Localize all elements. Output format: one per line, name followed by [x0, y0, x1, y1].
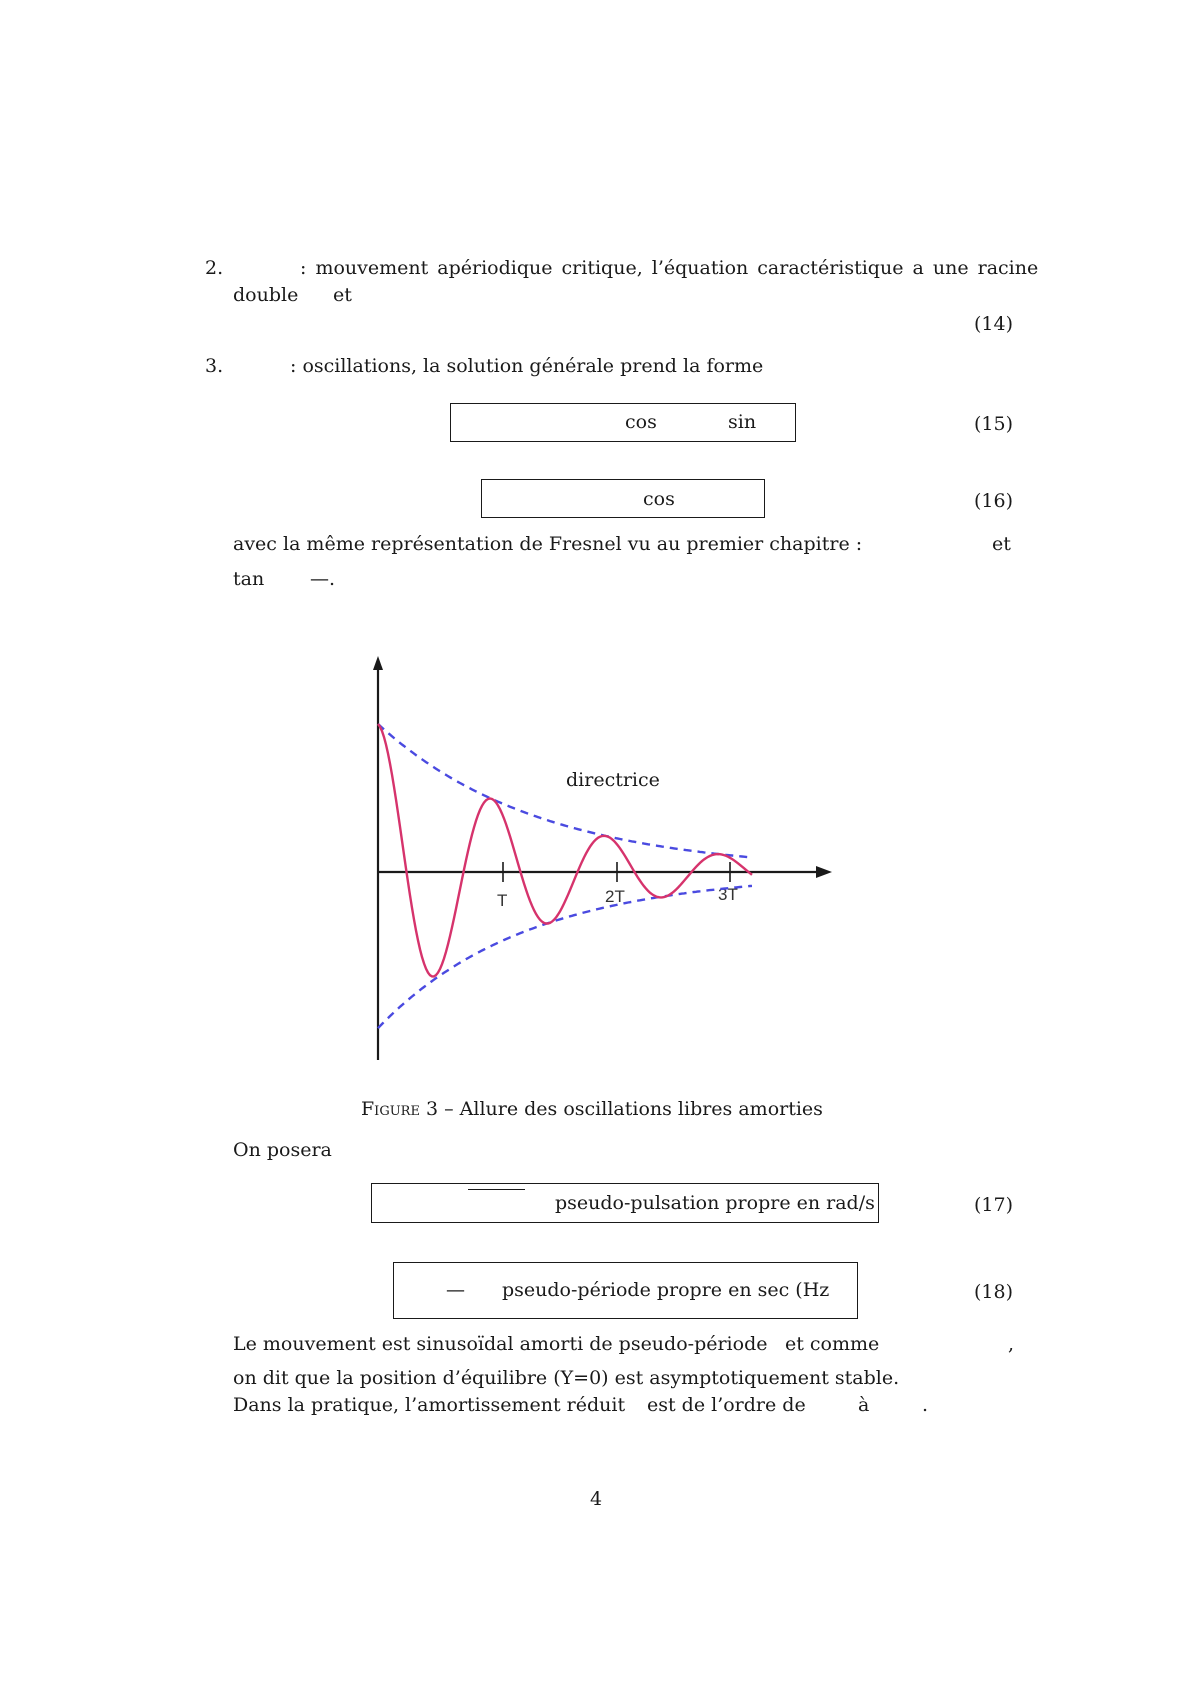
item-number: 3. — [205, 355, 224, 377]
item-text: : oscillations, la solution générale prend la forme — [290, 355, 764, 377]
x-axis-arrow — [816, 866, 832, 878]
item-text-et: et — [333, 284, 352, 306]
lower-envelope — [378, 886, 752, 1028]
paragraph-text: est de l’ordre de — [647, 1394, 806, 1416]
equation-number: (17) — [973, 1194, 1013, 1216]
upper-envelope — [378, 724, 752, 857]
equation-dash: — — [446, 1279, 465, 1301]
equation-text: pseudo-période propre en sec (Hz — [502, 1279, 830, 1301]
caption-text: Allure des oscillations libres amorties — [459, 1098, 823, 1120]
paragraph-text: à — [858, 1394, 870, 1416]
equation-number: (16) — [973, 490, 1013, 512]
fresnel-tan: tan — [233, 568, 265, 590]
fraction-bar — [468, 1189, 525, 1190]
tick-label: T — [497, 891, 508, 910]
equation-number: (18) — [973, 1281, 1013, 1303]
on-posera-text: On posera — [233, 1139, 332, 1161]
caption-separator: – — [444, 1098, 454, 1120]
paragraph-text: et comme — [785, 1333, 880, 1355]
caption-label: Figure 3 — [361, 1098, 439, 1120]
damped-oscillation-figure — [360, 650, 840, 1070]
paragraph-text: Dans la pratique, l’amortissement réduit — [233, 1394, 626, 1416]
figure-caption — [361, 1100, 823, 1119]
tick-label: 3T — [718, 885, 738, 904]
equation-text: pseudo-pulsation propre en rad/s — [555, 1192, 875, 1214]
equation-number: (15) — [973, 413, 1013, 435]
item-text: : mouvement apériodique critique, l’équation caractéristique a une racine — [300, 257, 1039, 279]
paragraph-text: on dit que la position d’équilibre (Y=0) est asymptotiquement stable. — [233, 1367, 900, 1389]
fresnel-text: avec la même représentation de Fresnel vu au premier chapitre : — [233, 533, 863, 555]
fresnel-tan-tail: —. — [310, 568, 336, 590]
page-number: 4 — [590, 1488, 603, 1510]
fresnel-et: et — [992, 533, 1011, 555]
equation-box-16 — [481, 479, 765, 518]
equation-number: (14) — [973, 313, 1013, 335]
equation-cos: cos — [643, 488, 675, 510]
paragraph-text: , — [1008, 1333, 1015, 1355]
item-number: 2. — [205, 257, 224, 279]
tick-label: 2T — [605, 887, 625, 906]
paragraph-text: Le mouvement est sinusoïdal amorti de pseudo-période — [233, 1333, 768, 1355]
y-axis-arrow — [373, 656, 383, 670]
item-text-double: double — [233, 284, 299, 306]
oscillation-curve — [378, 724, 752, 976]
equation-cos: cos — [625, 411, 657, 433]
paragraph-text: . — [922, 1394, 929, 1416]
directrice-label: directrice — [566, 769, 660, 791]
equation-sin: sin — [728, 411, 757, 433]
